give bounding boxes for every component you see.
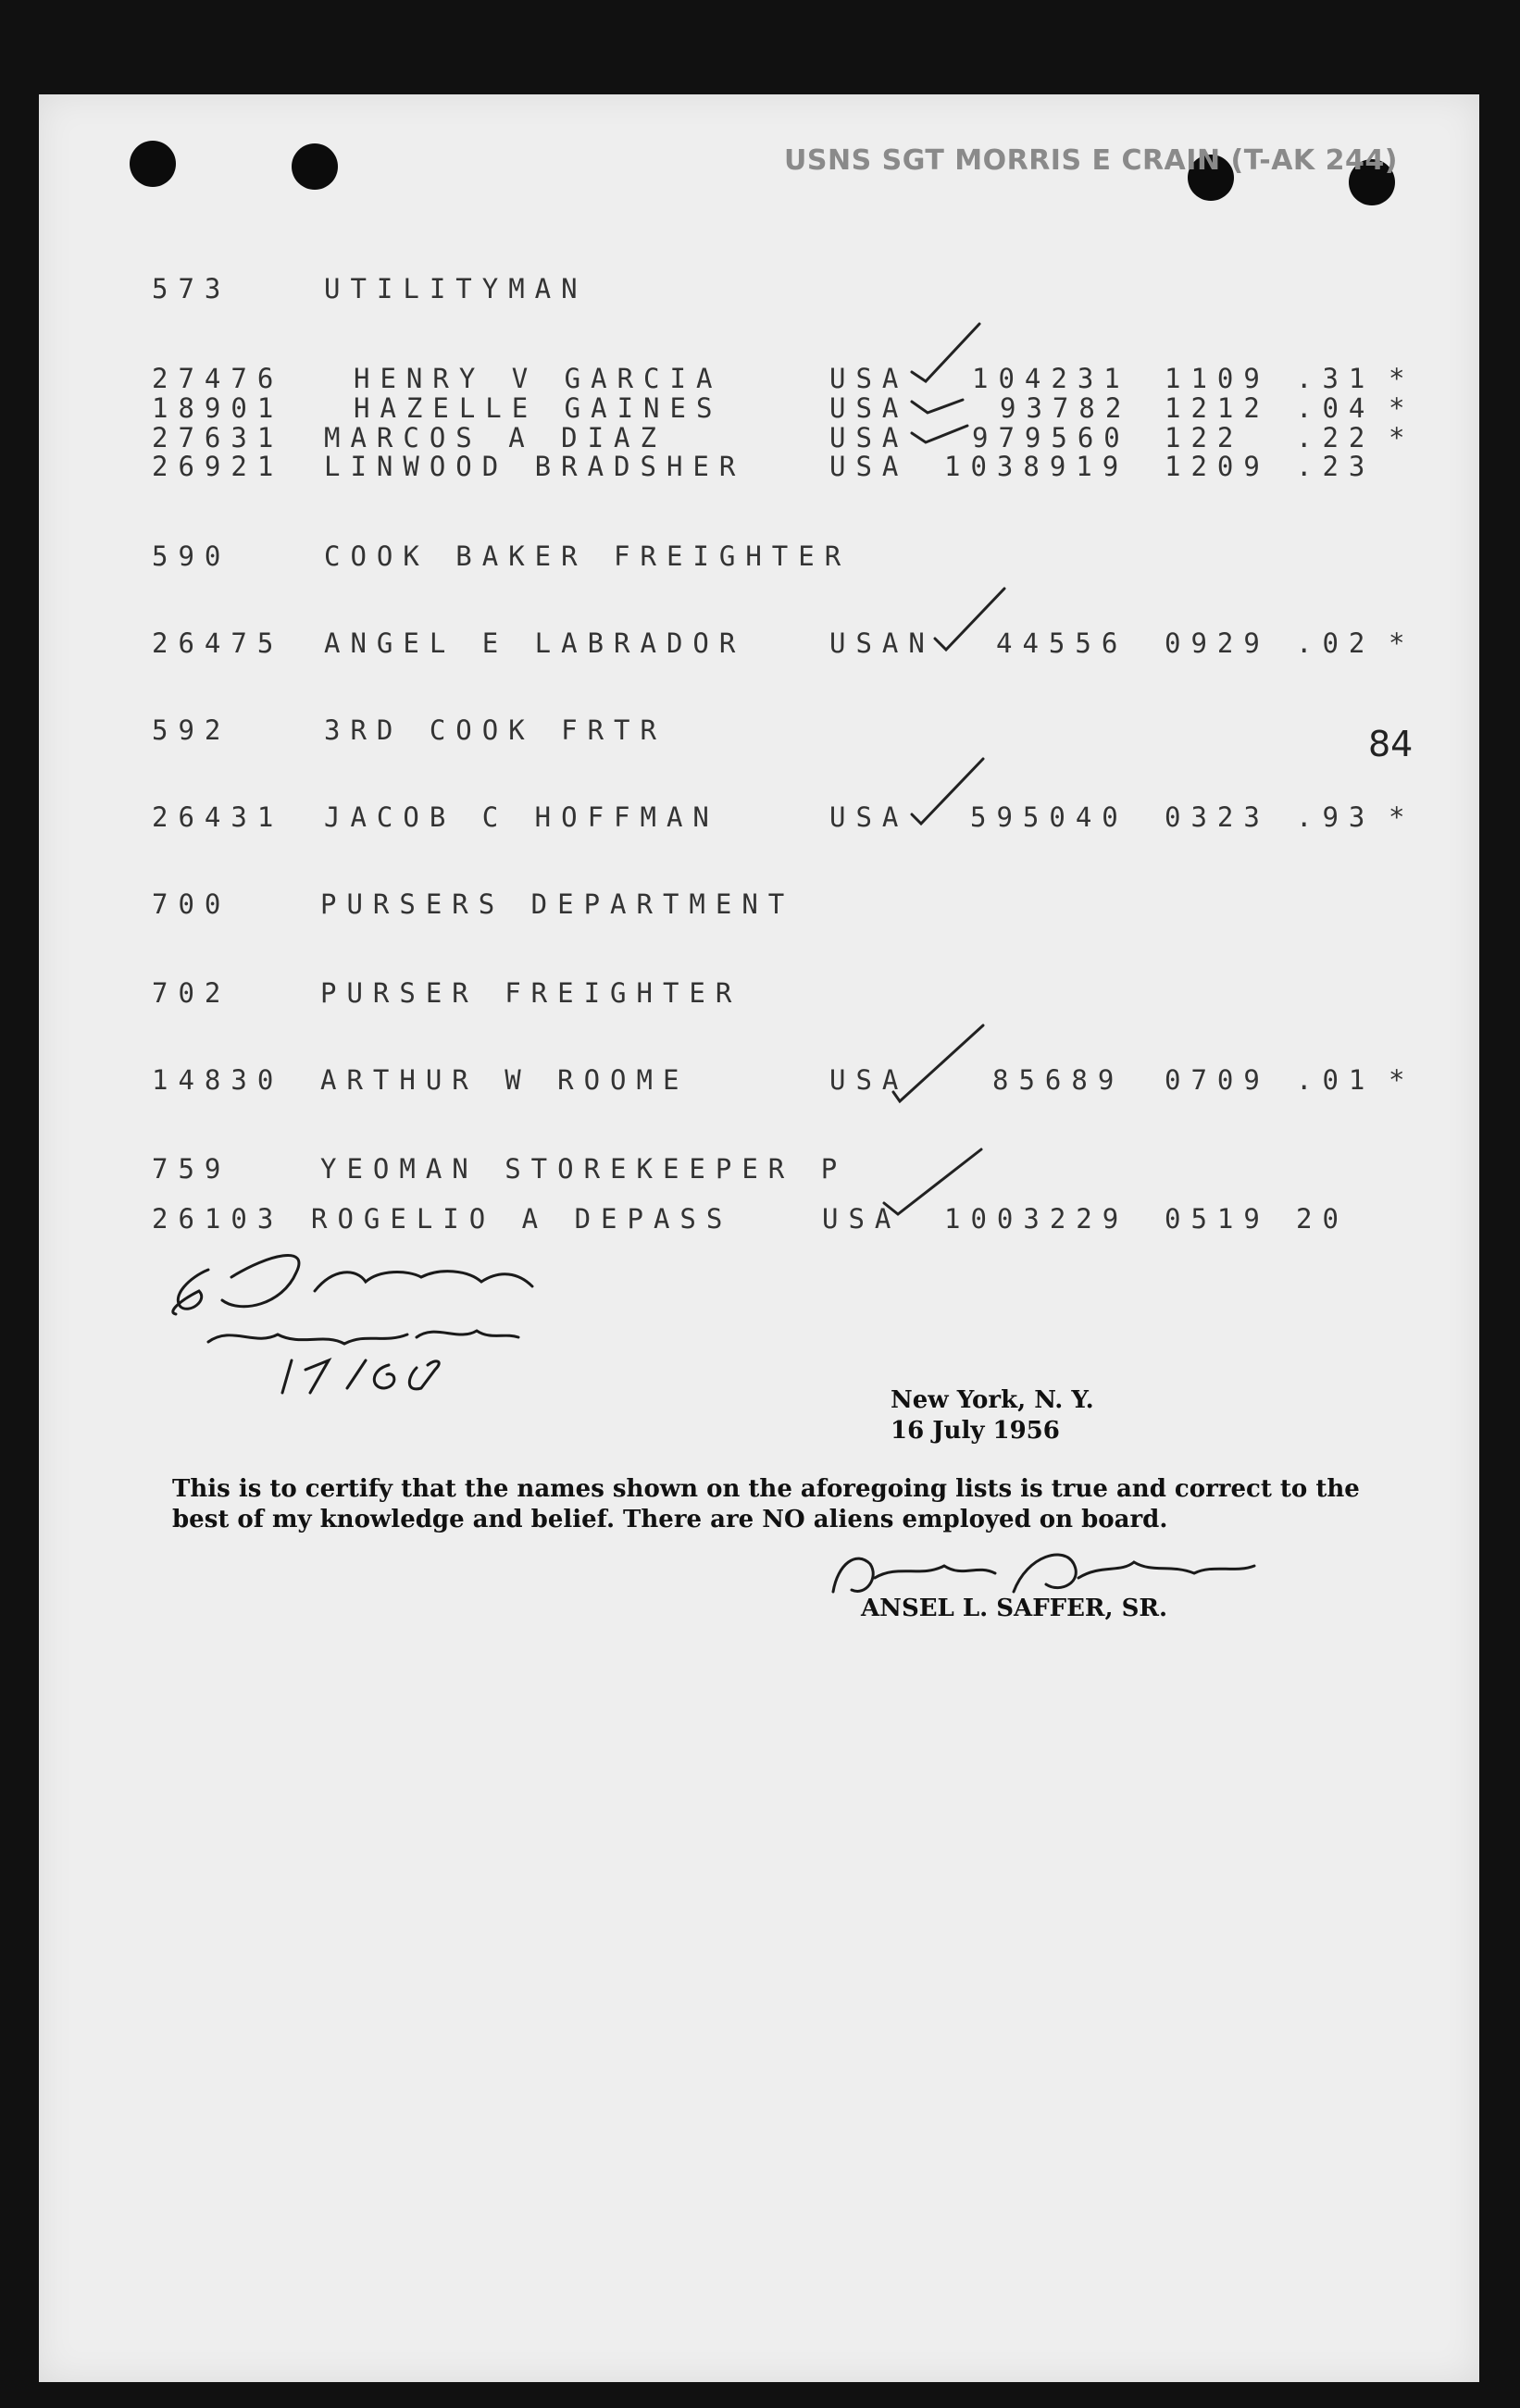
row-title: 3RD COOK FRTR xyxy=(324,714,667,746)
row-number: 592 xyxy=(152,714,231,746)
crew-name: ANGEL E LABRADOR xyxy=(324,627,746,659)
crew-number: 14830 xyxy=(152,1064,284,1096)
crew-book-number: 595040 xyxy=(970,801,1128,833)
crew-amount: .04 xyxy=(1296,392,1376,424)
crew-mark: * xyxy=(1389,1064,1405,1096)
crew-nationality: USA xyxy=(829,801,909,833)
crew-name: MARCOS A DIAZ xyxy=(324,422,667,453)
crew-name: ROGELIO A DEPASS xyxy=(311,1203,733,1235)
crew-name: JACOB C HOFFMAN xyxy=(324,801,719,833)
crew-number: 18901 xyxy=(152,392,284,424)
crew-amount: .22 xyxy=(1296,422,1376,453)
crew-nationality: USA xyxy=(829,422,909,453)
handwritten-margin-number: 84 xyxy=(1368,724,1414,764)
crew-mark: * xyxy=(1389,801,1405,833)
row-number: 573 xyxy=(152,273,231,304)
crew-number: 27631 xyxy=(152,422,284,453)
crew-name: ARTHUR W ROOME xyxy=(320,1064,690,1096)
crew-name: LINWOOD BRADSHER xyxy=(324,451,746,482)
crew-code: 1212 xyxy=(1165,392,1270,424)
crew-nationality: USAN xyxy=(829,627,935,659)
crew-number: 26103 xyxy=(152,1203,284,1235)
crew-number: 26475 xyxy=(152,627,284,659)
crew-nationality: USA xyxy=(829,363,909,394)
punch-hole-2 xyxy=(292,143,338,190)
crew-nationality: USA xyxy=(822,1203,902,1235)
date-line: 16 July 1956 xyxy=(891,1417,1060,1445)
crew-code: 122 xyxy=(1165,422,1244,453)
row-number: 590 xyxy=(152,540,231,572)
crew-book-number: 85689 xyxy=(992,1064,1125,1096)
crew-code: 0929 xyxy=(1165,627,1270,659)
crew-nationality: USA xyxy=(829,451,909,482)
crew-mark: * xyxy=(1389,392,1405,424)
crew-code: 0323 xyxy=(1165,801,1270,833)
row-number: 702 xyxy=(152,977,231,1009)
crew-book-number: 1038919 xyxy=(944,451,1129,482)
crew-code: 1109 xyxy=(1165,363,1270,394)
place-line: New York, N. Y. xyxy=(891,1386,1094,1414)
crew-code: 0709 xyxy=(1165,1064,1270,1096)
crew-amount: .02 xyxy=(1296,627,1376,659)
crew-amount: .31 xyxy=(1296,363,1376,394)
crew-book-number: 93782 xyxy=(1000,392,1132,424)
crew-book-number: 44556 xyxy=(996,627,1128,659)
crew-mark: * xyxy=(1389,363,1405,394)
crew-amount: .93 xyxy=(1296,801,1376,833)
crew-name: HAZELLE GAINES xyxy=(354,392,723,424)
crew-amount: 20 xyxy=(1296,1203,1349,1235)
crew-amount: .01 xyxy=(1296,1064,1376,1096)
crew-book-number: 104231 xyxy=(972,363,1130,394)
crew-name: HENRY V GARCIA xyxy=(354,363,723,394)
signatory-name: ANSEL L. SAFFER, SR. xyxy=(861,1595,1168,1622)
crew-nationality: USA xyxy=(829,392,909,424)
row-title: UTILITYMAN xyxy=(324,273,588,304)
crew-number: 27476 xyxy=(152,363,284,394)
crew-code: 0519 xyxy=(1165,1203,1270,1235)
row-title: YEOMAN STOREKEEPER P xyxy=(320,1153,848,1185)
punch-hole-1 xyxy=(130,141,176,187)
crew-code: 1209 xyxy=(1165,451,1270,482)
vessel-stamp: USNS SGT MORRIS E CRAIN (T-AK 244) xyxy=(784,144,1398,177)
crew-amount: .23 xyxy=(1296,451,1376,482)
crew-nationality: USA xyxy=(829,1064,909,1096)
row-number: 700 xyxy=(152,888,231,920)
row-number: 759 xyxy=(152,1153,231,1185)
crew-book-number: 979560 xyxy=(972,422,1130,453)
crew-mark: * xyxy=(1389,422,1405,453)
row-title: PURSER FREIGHTER xyxy=(320,977,742,1009)
certification-text: This is to certify that the names shown on the aforegoing lists is true and correct to the best of my knowledge and belief. There are NO aliens employed on board. xyxy=(172,1475,1360,1533)
crew-number: 26431 xyxy=(152,801,284,833)
crew-book-number: 1003229 xyxy=(944,1203,1129,1235)
crew-mark: * xyxy=(1389,627,1405,659)
row-title: COOK BAKER FREIGHTER xyxy=(324,540,852,572)
row-title: PURSERS DEPARTMENT xyxy=(320,888,795,920)
crew-number: 26921 xyxy=(152,451,284,482)
